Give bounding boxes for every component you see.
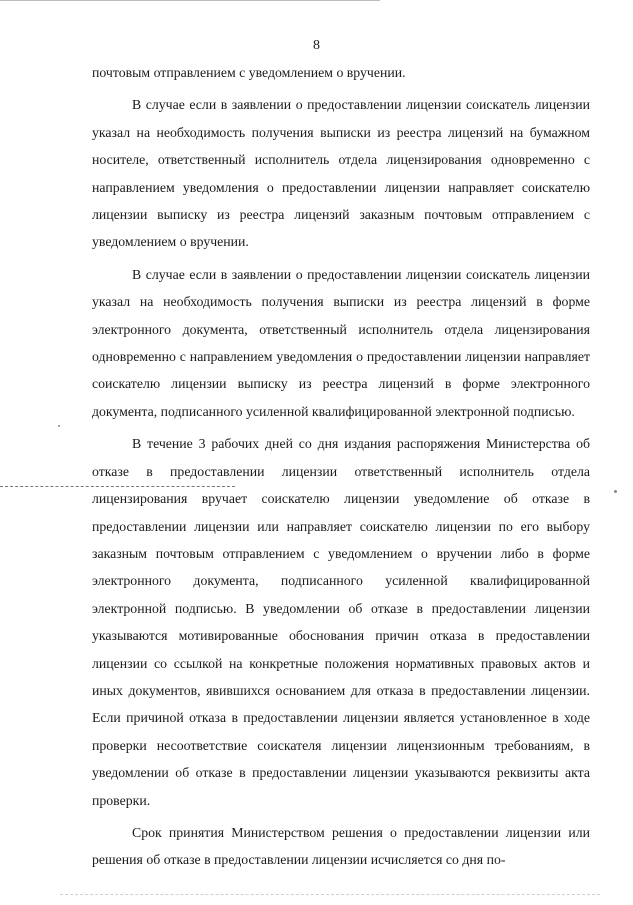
paragraph-continuation: почтовым отправлением с уведомлением о вручении. (92, 65, 406, 80)
paragraph-decision-term: Срок принятия Министерством решения о предоставлении лицензии или решения об отказе в предоставлении лицензии исчисляется со дня по- (92, 824, 590, 868)
scan-edge-top (0, 0, 380, 1)
scan-speck (58, 425, 60, 427)
paragraph-paper-extract: В случае если в заявлении о предоставлении лицензии соискатель лицензии указал на необходимость получения выписки из реестра лицензий на бумажном носителе, ответственный исполнитель отдела лицензирования одновременно с направлением уведомления о предоставлении лицензии направляет соискателю лицензии выписку из реестра лицензий заказным почтовым отправлением с уведомлением о вручении. (92, 97, 590, 250)
paragraph-refusal-notice: В течение 3 рабочих дней со дня издания распоряжения Министерства об отказе в предоставлении лицензии ответственный исполнитель отдела лицензирования вручает соискателю лицензии уведомление об отказе в предоставлении лицензии или направляет соискателю лицензии по его выбору заказным почтовым отправлением с уведомлением о вручении либо в форме электронного документа, подписанного усиленной квалифицированной электронной подписью. В уведомлении об отказе в предоставлении лицензии указываются мотивированные обоснования причин отказа в предоставлении лицензии со ссылкой на конкретные положения нормативных правовых актов и иных документов, явившихся основанием для отказа в предоставлении лицензии. Если причиной отказа в предоставлении лицензии является установленное в ходе проверки несоответствие соискателя лицензии лицензионным требованиям, в уведомлении об отказе в предоставлении лицензии указываются реквизиты акта проверки. (92, 436, 590, 808)
scan-margin-rule (0, 486, 235, 487)
document-body (92, 59, 590, 874)
scan-speck (614, 490, 617, 493)
scan-edge-bottom (60, 894, 600, 896)
page-number: 8 (313, 38, 320, 53)
paragraph-electronic-extract: В случае если в заявлении о предоставлении лицензии соискатель лицензии указал на необходимость получения выписки из реестра лицензий в форме электронного документа, ответственный исполнитель отдела лицензирования одновременно с направлением уведомления о предоставлении лицензии направляет соискателю лицензии выписку из реестра лицензий в форме электронного документа, подписанного усиленной квалифицированной электронной подписью. (92, 266, 590, 419)
